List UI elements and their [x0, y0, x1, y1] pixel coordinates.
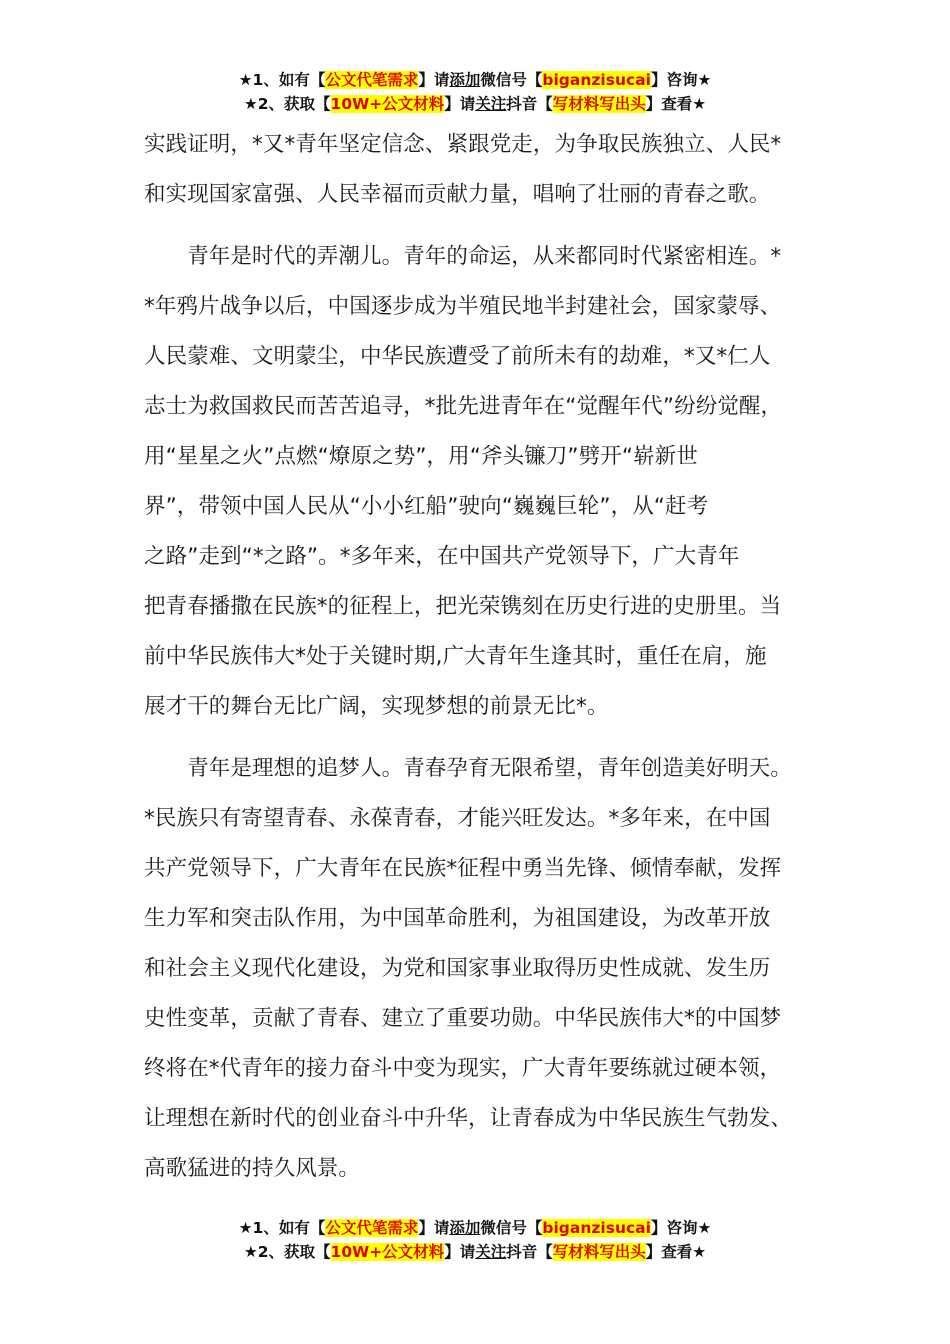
text-line: 实践证明，*又*青年坚定信念、紧跟党走，为争取民族独立、人民*: [144, 132, 782, 157]
bottom-banner: [0, 1216, 950, 1264]
banner-highlight-wechat-id: biganzisucai: [542, 1219, 651, 1237]
text-line: 史性变革，贡献了青春、建立了重要功勋。中华民族伟大*的中国梦: [144, 1006, 782, 1031]
text-line: 界”，带领中国人民从“小小红船”驶向“巍巍巨轮”，从“赶考: [144, 494, 709, 519]
banner-text: 】请: [444, 95, 476, 113]
banner-text: 】请: [418, 71, 450, 89]
banner-line-1: [0, 68, 950, 92]
banner-underline-follow: 关注: [475, 95, 507, 113]
text-line: *民族只有寄望青春、永葆青春，才能兴旺发达。*多年来，在中国: [144, 806, 771, 831]
banner-underline-follow: 关注: [475, 1243, 507, 1261]
text-line: 青年是理想的追梦人。青春孕育无限希望，青年创造美好明天。: [144, 756, 793, 781]
banner-text: 】请: [444, 1243, 476, 1261]
banner-highlight-materials: 10W+公文材料: [330, 1243, 445, 1261]
banner-text: 抖音【: [506, 1243, 553, 1261]
banner-text: 】请: [418, 1219, 450, 1237]
banner-line-1: [0, 1216, 950, 1240]
banner-line-2: [0, 92, 950, 116]
text-line: 展才干的舞台无比广阔，实现梦想的前景无比*。: [144, 694, 609, 719]
banner-text: 】咨询★: [650, 1219, 712, 1237]
banner-highlight-service: 公文代笔需求: [325, 71, 419, 89]
banner-highlight-service: 公文代笔需求: [325, 1219, 419, 1237]
text-line: 人民蒙难、文明蒙尘，中华民族遭受了前所未有的劫难，*又*仁人: [144, 344, 771, 369]
text-line: 和实现国家富强、人民幸福而贡献力量，唱响了壮丽的青春之歌。: [144, 182, 771, 207]
banner-underline-add: 添加: [449, 71, 481, 89]
text-line: 青年是时代的弄潮儿。青年的命运，从来都同时代紧密相连。*: [144, 244, 782, 269]
top-banner: [0, 68, 950, 116]
paragraph-1: [144, 120, 826, 220]
banner-text: 】咨询★: [650, 71, 712, 89]
document-body: [144, 120, 826, 1194]
banner-highlight-douyin: 写材料写出头: [552, 1243, 646, 1261]
banner-text: 微信号【: [480, 1219, 543, 1237]
banner-text: ★1、如有【: [238, 71, 326, 89]
banner-text: 】查看★: [645, 1243, 707, 1261]
banner-text: ★2、获取【: [243, 95, 331, 113]
banner-text: 微信号【: [480, 71, 543, 89]
banner-text: 】查看★: [645, 95, 707, 113]
paragraph-3: [144, 744, 826, 1194]
text-line: 用“星星之火”点燃“燎原之势”，用“斧头镰刀”劈开“崭新世: [144, 444, 698, 469]
banner-underline-add: 添加: [449, 1219, 481, 1237]
text-line: 共产党领导下，广大青年在民族*征程中勇当先锋、倾情奉献，发挥: [144, 856, 782, 881]
banner-text: ★1、如有【: [238, 1219, 326, 1237]
text-line: *年鸦片战争以后，中国逐步成为半殖民地半封建社会，国家蒙辱、: [144, 294, 782, 319]
text-line: 让理想在新时代的创业奋斗中升华，让青春成为中华民族生气勃发、: [144, 1106, 793, 1131]
banner-highlight-materials: 10W+公文材料: [330, 95, 445, 113]
banner-text: 抖音【: [506, 95, 553, 113]
text-line: 前中华民族伟大*处于关键时期,广大青年生逢其时，重任在肩，施: [144, 644, 767, 669]
text-line: 把青春播撒在民族*的征程上，把光荣镌刻在历史行进的史册里。当: [144, 594, 782, 619]
text-line: 终将在*代青年的接力奋斗中变为现实，广大青年要练就过硬本领，: [144, 1056, 782, 1081]
banner-line-2: [0, 1240, 950, 1264]
text-line: 志士为救国救民而苦苦追寻，*批先进青年在“觉醒年代”纷纷觉醒，: [144, 394, 783, 419]
paragraph-2: [144, 232, 826, 732]
banner-highlight-douyin: 写材料写出头: [552, 95, 646, 113]
text-line: 高歌猛进的持久风景。: [144, 1156, 361, 1181]
text-line: 之路”走到“*之路”。*多年来，在中国共产党领导下，广大青年: [144, 544, 740, 569]
text-line: 和社会主义现代化建设，为党和国家事业取得历史性成就、发生历: [144, 956, 771, 981]
banner-text: ★2、获取【: [243, 1243, 331, 1261]
text-line: 生力军和突击队作用，为中国革命胜利，为祖国建设，为改革开放: [144, 906, 771, 931]
banner-highlight-wechat-id: biganzisucai: [542, 71, 651, 89]
